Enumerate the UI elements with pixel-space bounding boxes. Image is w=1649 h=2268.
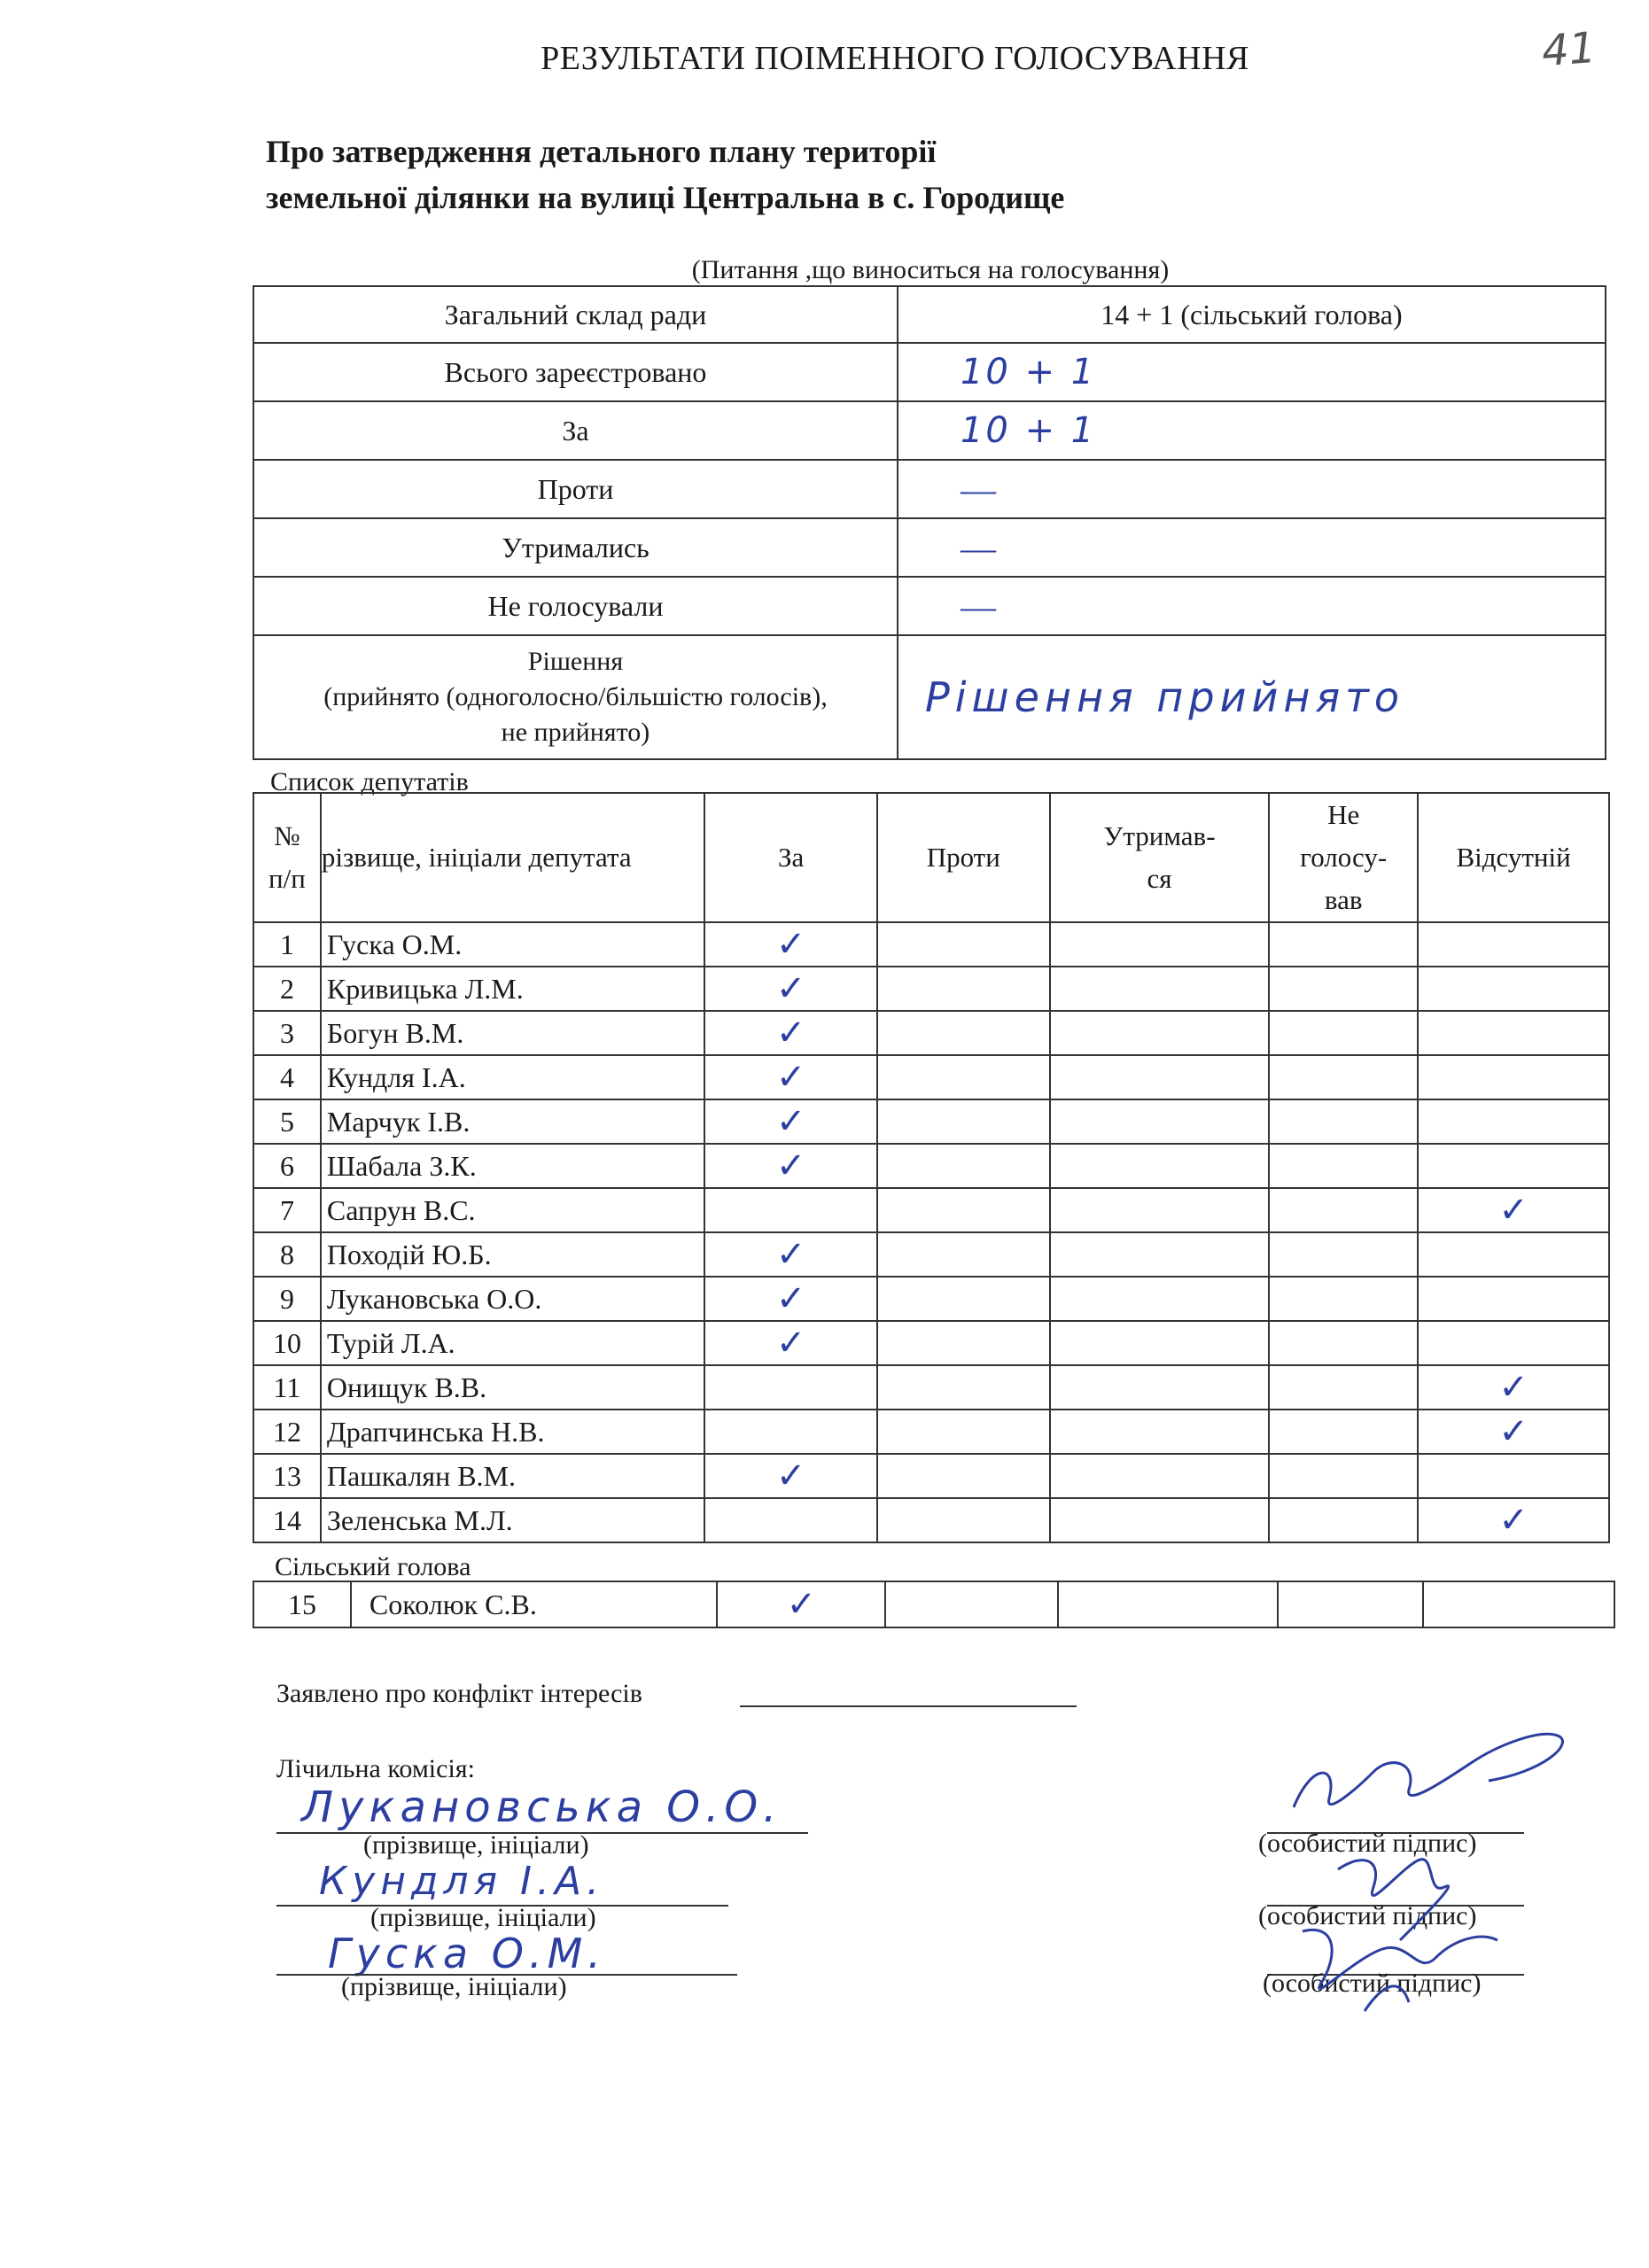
vote-cell-for [704,1144,877,1188]
summary-label: Утримались [253,518,898,577]
vote-cell-absent [1418,1144,1609,1188]
deputy-num: 4 [253,1055,321,1099]
vote-cell-absent [1418,1011,1609,1055]
page-title: РЕЗУЛЬТАТИ ПОІМЕННОГО ГОЛОСУВАННЯ [541,40,1249,77]
check-mark: ✓ [786,1584,817,1625]
summary-label: Всього зареєстровано [253,343,898,401]
name-caption: (прізвище, ініціали) [370,1903,596,1932]
check-mark: ✓ [775,924,806,965]
signature-caption: (особистий підпис) [1258,1901,1477,1930]
deputy-num: 8 [253,1232,321,1277]
head-not-voted-cell [1278,1581,1424,1627]
deputy-row [253,1011,1609,1055]
deputy-row [253,1321,1609,1365]
check-mark: ✓ [775,1456,806,1496]
vote-cell-not-voted [1269,1454,1418,1498]
check-mark: ✓ [775,968,806,1009]
vote-cell-for [704,1011,877,1055]
commission-member-name: Лукановська О.О. [301,1783,782,1832]
deputy-num: 1 [253,922,321,967]
decision-label-line: Рішення [527,647,624,676]
deputies-table [253,792,1610,1543]
vote-cell-abstain [1050,1099,1270,1144]
head-abstain-cell [1058,1581,1278,1627]
vote-cell-abstain [1050,1454,1270,1498]
vote-cell-abstain [1050,1498,1270,1542]
handwritten-dash: — [960,469,996,509]
deputy-name: Марчук І.В. [321,1099,704,1144]
check-mark: ✓ [775,1146,806,1186]
vote-cell-abstain [1050,1365,1270,1410]
deputy-num: 9 [253,1277,321,1321]
check-mark: ✓ [775,1278,806,1319]
signature-1-mark [1276,1710,1577,1843]
check-mark: ✓ [1498,1190,1528,1231]
deputy-name: Богун В.М. [321,1011,704,1055]
deputy-name: Сапрун В.С. [321,1188,704,1232]
deputy-name: Онищук В.В. [321,1365,704,1410]
vote-cell-absent [1418,1498,1609,1542]
vote-cell-not-voted [1269,1099,1418,1144]
summary-row-decision [253,635,1606,759]
handwritten-dash: — [960,586,996,626]
subject-line-2: земельної ділянки на вулиці Центральна в с. Городище [266,180,1065,215]
deputy-name: Зеленська М.Л. [321,1498,704,1542]
vote-cell-against [877,1144,1050,1188]
deputy-row [253,1498,1609,1542]
vote-cell-not-voted [1269,1055,1418,1099]
vote-cell-not-voted [1269,1232,1418,1277]
vote-cell-absent [1418,1232,1609,1277]
summary-value: 14 + 1 (сільський голова) [898,286,1606,343]
summary-label: Проти [253,460,898,518]
check-mark: ✓ [1498,1500,1528,1541]
decision-value [898,635,1606,759]
vote-cell-against [877,1410,1050,1454]
check-mark: ✓ [775,1234,806,1275]
vote-cell-against [877,1055,1050,1099]
deputy-num: 6 [253,1144,321,1188]
vote-cell-abstain [1050,1144,1270,1188]
summary-row [253,577,1606,635]
summary-row [253,518,1606,577]
vote-cell-abstain [1050,1188,1270,1232]
handwritten-value: 10 + 1 [960,410,1097,451]
head-table [253,1581,1615,1628]
handwritten-value: 10 + 1 [960,352,1097,392]
deputy-row [253,1277,1609,1321]
decision-label [253,635,898,759]
vote-cell-not-voted [1269,1188,1418,1232]
deputy-row [253,1144,1609,1188]
page-number: 41 [1540,22,1598,77]
deputy-name: Драпчинська Н.В. [321,1410,704,1454]
commission-member-name: Гуска О.М. [328,1930,606,1977]
vote-cell-absent [1418,1365,1609,1410]
vote-cell-abstain [1050,1410,1270,1454]
head-name: Соколюк С.В. [351,1581,718,1627]
vote-cell-against [877,1277,1050,1321]
vote-cell-abstain [1050,1321,1270,1365]
vote-cell-for [704,967,877,1011]
vote-cell-abstain [1050,1277,1270,1321]
vote-cell-not-voted [1269,1365,1418,1410]
deputy-row [253,1055,1609,1099]
vote-cell-abstain [1050,967,1270,1011]
header-against: Проти [877,793,1050,922]
vote-cell-not-voted [1269,1498,1418,1542]
deputy-name: Турій Л.А. [321,1321,704,1365]
vote-cell-for [704,1277,877,1321]
commission-label: Лічильна комісія: [276,1754,475,1783]
deputy-num: 11 [253,1365,321,1410]
vote-cell-against [877,1454,1050,1498]
vote-cell-for [704,1188,877,1232]
vote-cell-against [877,1365,1050,1410]
name-caption: (прізвище, ініціали) [363,1830,589,1860]
deputy-num: 7 [253,1188,321,1232]
deputy-name: Походій Ю.Б. [321,1232,704,1277]
summary-value [898,518,1606,577]
summary-row [253,401,1606,460]
deputy-name: Кривицька Л.М. [321,967,704,1011]
vote-cell-for [704,1232,877,1277]
vote-cell-absent [1418,1321,1609,1365]
vote-cell-for [704,1498,877,1542]
vote-cell-abstain [1050,1232,1270,1277]
decision-label-line: не прийнято) [501,718,650,747]
deputy-row [253,967,1609,1011]
vote-cell-for [704,1055,877,1099]
vote-cell-not-voted [1269,922,1418,967]
deputy-name: Пашкалян В.М. [321,1454,704,1498]
deputy-row [253,1454,1609,1498]
question-caption: (Питання ,що виноситься на голосування) [691,255,1170,284]
summary-label: Не голосували [253,577,898,635]
deputy-name: Кундля І.А. [321,1055,704,1099]
vote-cell-against [877,1188,1050,1232]
deputy-num: 3 [253,1011,321,1055]
vote-cell-not-voted [1269,1011,1418,1055]
head-label: Сільський голова [275,1552,471,1581]
vote-cell-not-voted [1269,1410,1418,1454]
vote-cell-absent [1418,1277,1609,1321]
vote-cell-abstain [1050,922,1270,967]
deputies-label: Список депутатів [270,767,469,796]
conflict-label: Заявлено про конфлікт інтересів [276,1679,642,1708]
check-mark: ✓ [775,1323,806,1363]
vote-cell-against [877,967,1050,1011]
vote-cell-against [877,1011,1050,1055]
summary-value [898,343,1606,401]
summary-value [898,401,1606,460]
vote-cell-for [704,1365,877,1410]
decision-label-line: (прийнято (одноголосно/більшістю голосів), [323,682,828,711]
vote-cell-absent [1418,1099,1609,1144]
vote-cell-not-voted [1269,1277,1418,1321]
vote-cell-not-voted [1269,967,1418,1011]
head-num: 15 [253,1581,351,1627]
header-name: різвище, ініціали депутата [321,793,704,922]
vote-cell-against [877,922,1050,967]
check-mark: ✓ [775,1013,806,1053]
vote-cell-for [704,1321,877,1365]
vote-cell-against [877,1232,1050,1277]
header-for: За [704,793,877,922]
vote-cell-absent [1418,967,1609,1011]
deputy-num: 2 [253,967,321,1011]
vote-cell-not-voted [1269,1144,1418,1188]
check-mark: ✓ [1498,1411,1528,1452]
vote-cell-against [877,1498,1050,1542]
header-not-voted: Не голосу- вав [1269,793,1418,922]
commission-member-name: Кундля І.А. [319,1859,605,1904]
signature-3-mark [1285,1905,1515,2020]
deputies-header-row [253,793,1609,922]
deputy-row [253,1188,1609,1232]
handwritten-decision: Рішення прийнято [924,673,1405,721]
check-mark: ✓ [775,1057,806,1098]
subject-title [266,128,1064,221]
conflict-line [740,1705,1077,1707]
deputy-row [253,922,1609,967]
summary-row [253,460,1606,518]
deputy-row [253,1099,1609,1144]
deputy-name: Гуска О.М. [321,922,704,967]
deputy-num: 14 [253,1498,321,1542]
deputy-name: Лукановська О.О. [321,1277,704,1321]
vote-cell-absent [1418,922,1609,967]
vote-cell-absent [1418,1454,1609,1498]
signature-caption: (особистий підпис) [1258,1829,1477,1858]
header-abstain: Утримав- ся [1050,793,1270,922]
vote-cell-absent [1418,1055,1609,1099]
subject-line-1: Про затвердження детального плану території [266,134,937,169]
vote-cell-absent [1418,1188,1609,1232]
vote-cell-against [877,1321,1050,1365]
summary-value [898,460,1606,518]
vote-cell-abstain [1050,1011,1270,1055]
summary-row [253,286,1606,343]
deputy-row [253,1365,1609,1410]
deputy-num: 5 [253,1099,321,1144]
summary-table [253,285,1606,760]
vote-cell-abstain [1050,1055,1270,1099]
deputies-body [253,922,1609,1542]
check-mark: ✓ [1498,1367,1528,1408]
handwritten-dash: — [960,527,996,568]
vote-cell-for [704,1410,877,1454]
summary-row [253,343,1606,401]
check-mark: ✓ [775,1101,806,1142]
header-absent: Відсутній [1418,793,1609,922]
head-against-cell [885,1581,1058,1627]
deputy-row [253,1232,1609,1277]
vote-cell-for [704,1099,877,1144]
deputy-name: Шабала З.К. [321,1144,704,1188]
deputy-row [253,1410,1609,1454]
summary-value [898,577,1606,635]
summary-label: Загальний склад ради [253,286,898,343]
name-caption: (прізвище, ініціали) [341,1972,567,2001]
deputy-num: 12 [253,1410,321,1454]
head-row [253,1581,1614,1627]
vote-cell-for [704,1454,877,1498]
head-absent-cell [1423,1581,1614,1627]
deputy-num: 13 [253,1454,321,1498]
head-for-cell [717,1581,885,1627]
vote-cell-against [877,1099,1050,1144]
summary-label: За [253,401,898,460]
vote-cell-for [704,922,877,967]
vote-cell-not-voted [1269,1321,1418,1365]
signature-caption: (особистий підпис) [1263,1969,1482,1998]
vote-cell-absent [1418,1410,1609,1454]
header-num: № п/п [253,793,321,922]
deputy-num: 10 [253,1321,321,1365]
